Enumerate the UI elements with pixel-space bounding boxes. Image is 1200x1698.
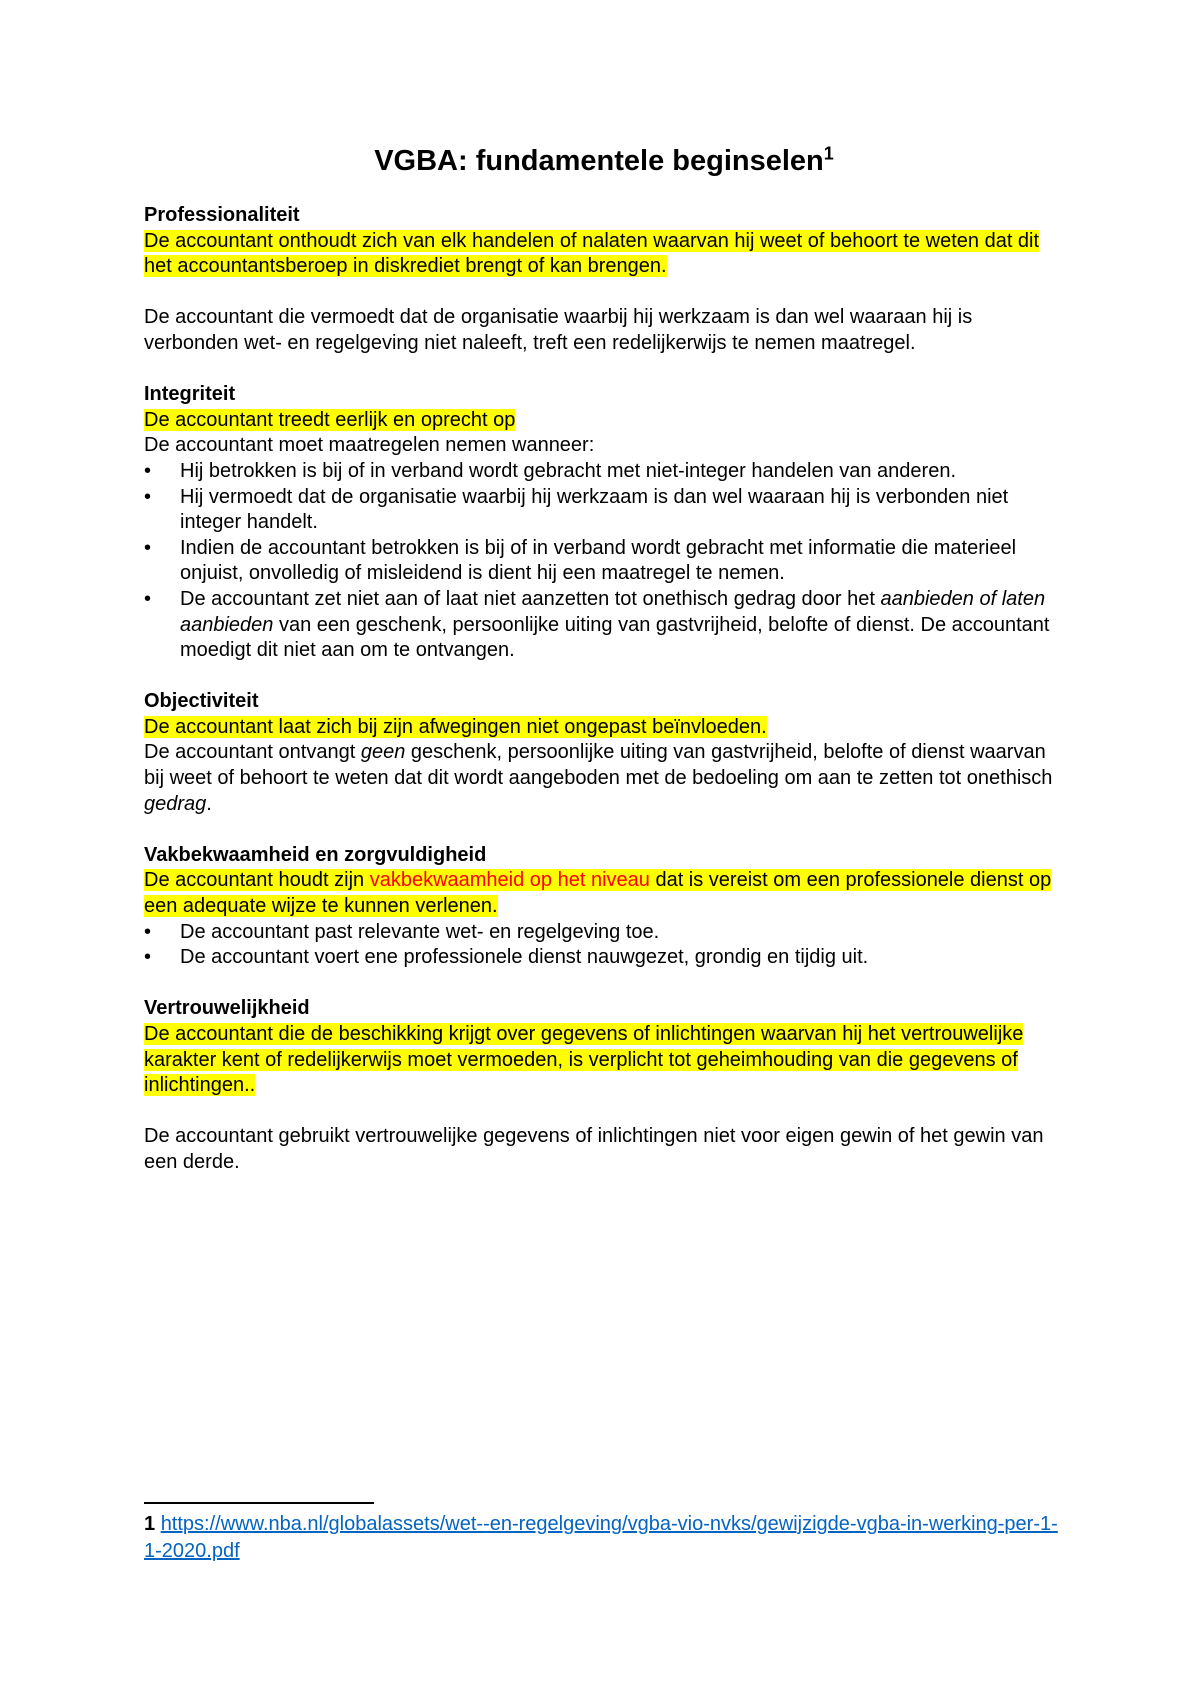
title-footnote-ref[interactable]: 1	[823, 143, 834, 164]
principle-statement	[144, 408, 1064, 434]
red-emphasis-text: vakbekwaamheid op het niveau	[369, 869, 650, 892]
list-item-text: De accountant past relevante wet- en regelgeving toe.	[180, 920, 660, 943]
list-item	[144, 920, 1064, 946]
paragraph-italic: geen	[360, 741, 406, 764]
footnote-separator	[144, 1502, 374, 1504]
section-heading: Integriteit	[144, 383, 236, 406]
highlighted-text: De accountant onthoudt zich van elk handelen of nalaten waarvan hij weet of behoort te weten dat dit het accountantsberoep in diskrediet brengt of kan brengen.	[144, 229, 1040, 278]
list-item-text: De accountant voert ene professionele dienst nauwgezet, grondig en tijdig uit.	[180, 946, 869, 969]
list-item-text: Hij vermoedt dat de organisatie waarbij hij werkzaam is dan wel waaraan hij is verbonden niet integer handelt.	[180, 485, 1009, 534]
highlighted-text: De accountant laat zich bij zijn afwegingen niet ongepast beïnvloeden.	[144, 715, 767, 738]
list-item-text-after: van een geschenk, persoonlijke uiting van gastvrijheid, belofte of dienst. De accountant moedigt dit niet aan om te ontvangen.	[180, 613, 1050, 662]
section-integriteit	[144, 382, 1064, 664]
paragraph-text: De accountant ontvangt	[144, 741, 361, 764]
highlighted-text-part: De accountant houdt zijn	[144, 869, 370, 892]
bullet-icon: •	[144, 920, 152, 943]
section-intro: De accountant moet maatregelen nemen wanneer:	[144, 434, 595, 457]
list-item-italic: aanbieden of laten aanbieden	[180, 587, 1046, 636]
bullet-icon: •	[144, 536, 152, 559]
footnote	[144, 1511, 1064, 1565]
bullet-icon: •	[144, 485, 152, 508]
highlighted-text: De accountant die de beschikking krijgt over gegevens of inlichtingen waarvan hij het vertrouwelijke karakter kent of redelijkerwijs moet vermoeden, is verplicht tot geheimhouding van die gegevens of inlichtingen..	[144, 1023, 1024, 1097]
bullet-icon: •	[144, 946, 152, 969]
paragraph-text: geschenk, persoonlijke uiting van gastvrijheid, belofte of dienst waarvan bij weet of behoort te weten dat dit wordt aangeboden met de bedoeling om aan te zetten tot onethisch	[144, 741, 1053, 790]
bullet-icon: •	[144, 587, 152, 610]
list-item-text: Indien de accountant betrokken is bij of in verband wordt gebracht met informatie die materieel onjuist, onvolledig of misleidend is dient hij een maatregel te nemen.	[180, 536, 1017, 585]
principle-statement	[144, 1022, 1064, 1099]
section-paragraph: De accountant die vermoedt dat de organisatie waarbij hij werkzaam is dan wel waaraan hij is verbonden wet- en regelgeving niet naleeft, treft een redelijkerwijs te nemen maatregel.	[144, 306, 973, 354]
principle-statement	[144, 868, 1064, 919]
section-vertrouwelijkheid	[144, 996, 1064, 1175]
highlighted-text-part: dat is vereist om een professionele dienst op een adequate wijze te kunnen verlenen.	[144, 869, 1052, 918]
list-item-text: Hij betrokken is bij of in verband wordt gebracht met niet-integer handelen van anderen.	[180, 459, 957, 482]
section-paragraph: De accountant gebruikt vertrouwelijke gegevens of inlichtingen niet voor eigen gewin of het gewin van een derde.	[144, 1125, 1044, 1173]
bullet-list	[144, 459, 1064, 664]
page-title	[144, 143, 1064, 179]
footnote-link[interactable]: https://www.nba.nl/globalassets/wet--en-regelgeving/vgba-vio-nvks/gewijzigde-vgba-in-werking-per-1-1-2020.pdf	[144, 1513, 1058, 1562]
paragraph-text: .	[206, 792, 212, 815]
list-item	[144, 945, 1064, 971]
list-item	[144, 587, 1064, 664]
section-professionaliteit	[144, 203, 1064, 357]
highlighted-text	[144, 869, 1051, 917]
list-item	[144, 485, 1064, 536]
principle-statement	[144, 229, 1064, 280]
highlighted-text: De accountant treedt eerlijk en oprecht op	[144, 408, 516, 431]
section-heading: Vertrouwelijkheid	[144, 997, 310, 1020]
section-heading: Professionaliteit	[144, 204, 300, 226]
section-paragraph	[144, 740, 1064, 817]
footnote-number: 1	[144, 1513, 156, 1535]
principle-statement	[144, 715, 1064, 741]
section-heading: Objectiviteit	[144, 690, 259, 713]
list-item-text-before: De accountant zet niet aan of laat niet aanzetten tot onethisch gedrag door het	[180, 587, 881, 610]
bullet-list	[144, 920, 1064, 971]
section-objectiviteit	[144, 689, 1064, 817]
list-item	[144, 459, 1064, 485]
paragraph-italic: gedrag	[144, 792, 207, 815]
section-heading: Vakbekwaamheid en zorgvuldigheid	[144, 843, 487, 866]
page-title-text: VGBA: fundamentele beginselen	[374, 145, 824, 177]
bullet-icon: •	[144, 459, 152, 482]
document-body	[144, 143, 1064, 1201]
section-vakbekwaamheid	[144, 843, 1064, 971]
list-item	[144, 536, 1064, 587]
